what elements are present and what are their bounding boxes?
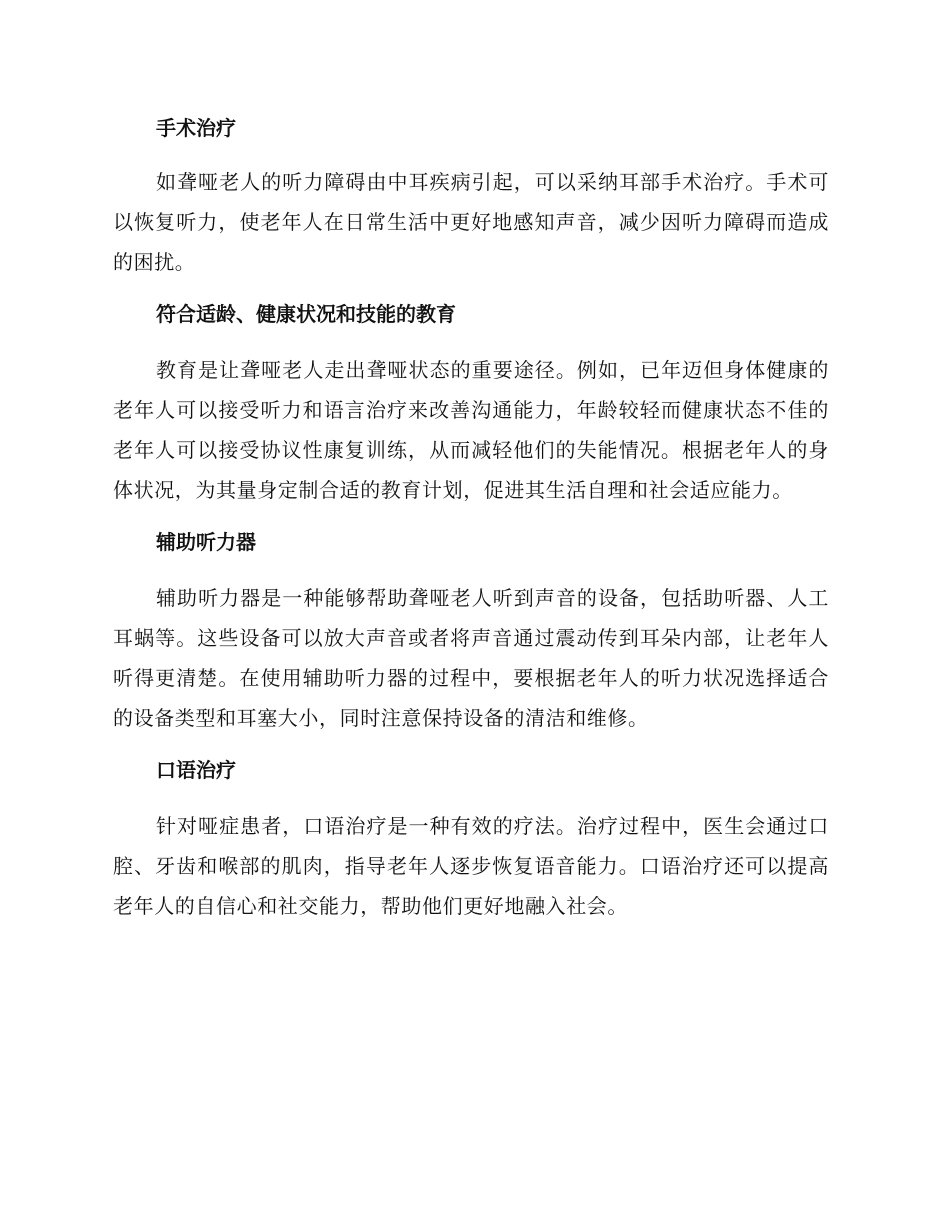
section-heading-education: 符合适龄、健康状况和技能的教育	[156, 302, 456, 326]
section-heading-surgery: 手术治疗	[156, 116, 236, 140]
section-heading-hearing-aid: 辅助听力器	[156, 530, 256, 554]
section-body-hearing-aid: 辅助听力器是一种能够帮助聋哑老人听到声音的设备，包括助听器、人工耳蜗等。这些设备可以放大声音或者将声音通过震动传到耳朵内部，让老年人听得更清楚。在使用辅助听力器的过程中，要根据老年人的听力状况选择适合的设备类型和耳塞大小，同时注意保持设备的清洁和维修。	[113, 586, 829, 730]
section-body-surgery: 如聋哑老人的听力障碍由中耳疾病引起，可以采纳耳部手术治疗。手术可以恢复听力，使老年人在日常生活中更好地感知声音，减少因听力障碍而造成的困扰。	[113, 170, 829, 274]
section-body-education: 教育是让聋哑老人走出聋哑状态的重要途径。例如，已年迈但身体健康的老年人可以接受听力和语言治疗来改善沟通能力，年龄较轻而健康状态不佳的老年人可以接受协议性康复训练，从而减轻他们的失能情况。根据老年人的身体状况，为其量身定制合适的教育计划，促进其生活自理和社会适应能力。	[113, 358, 829, 502]
document-page	[113, 110, 829, 926]
section-body-speech-therapy: 针对哑症患者，口语治疗是一种有效的疗法。治疗过程中，医生会通过口腔、牙齿和喉部的肌肉，指导老年人逐步恢复语音能力。口语治疗还可以提高老年人的自信心和社交能力，帮助他们更好地融入社会。	[113, 814, 829, 918]
section-heading-speech-therapy: 口语治疗	[156, 758, 236, 782]
